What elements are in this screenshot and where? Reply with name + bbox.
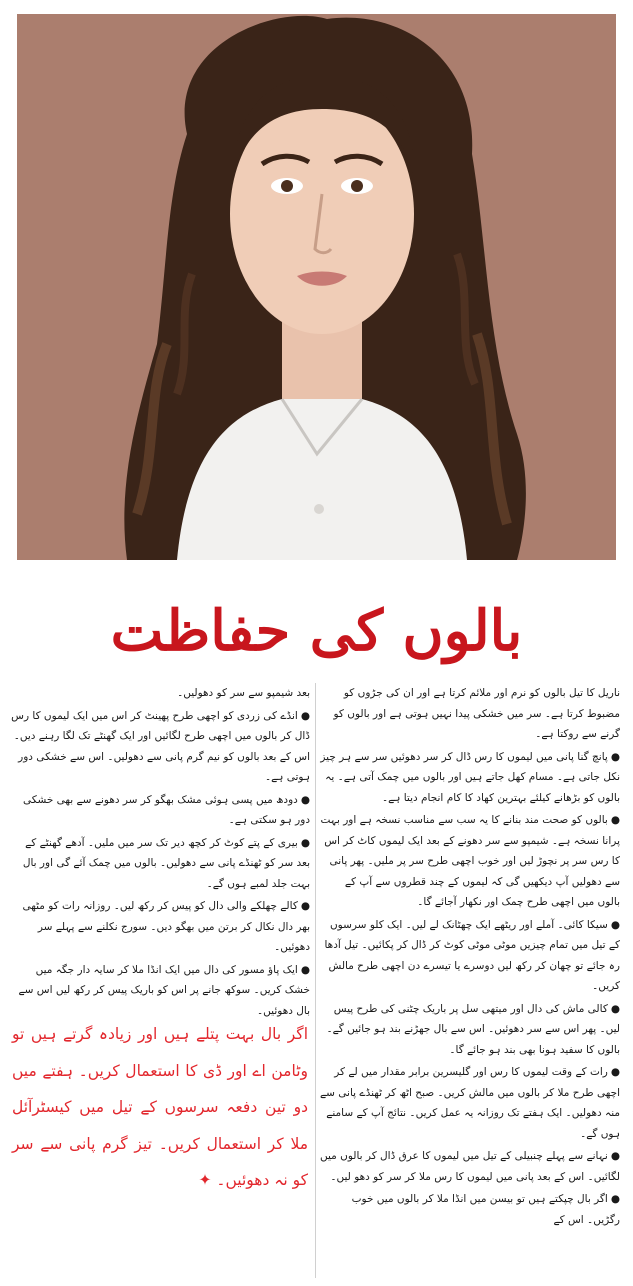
bullet-paragraph [320,810,620,913]
bullet-icon: ● [610,1066,620,1078]
bullet-paragraph [10,706,310,788]
highlight-callout [12,1016,308,1199]
right-column [320,683,620,1232]
column-divider [315,683,316,1278]
bullet-paragraph [10,790,310,831]
paragraph-text: انڈے کی زردی کو اچھی طرح پھینٹ کر اس میں ایک لیموں کا رس ڈال کر بالوں میں اچھی طرح لگائیں اور ایک گھنٹے تک لگا رہنے دیں۔ اس کے بعد بالوں کو نیم گرم پانی سے دھولیں۔ اس سے خشکی دور ہوتی ہے۔ [11,709,310,783]
bullet-icon: ● [300,963,310,976]
paragraph-text: رات کے وقت لیموں کا رس اور گلیسرین برابر مقدار میں لے کر اچھی طرح ملا کر بالوں میں مالش کریں۔ صبح اٹھ کر ٹھنڈے پانی سے منہ دھولیں۔ ایک ہفتے تک روزانہ یہ عمل کریں۔ نتائج آپ کے سامنے ہوں گے۔ [320,1066,620,1140]
bullet-icon: ● [300,793,310,806]
left-column [10,683,310,1023]
bullet-paragraph [320,747,620,809]
bullet-icon: ● [300,836,310,849]
paragraph [320,683,620,745]
bullet-icon: ● [610,1002,620,1015]
paragraph [10,683,310,704]
bullet-paragraph [320,999,620,1061]
bullet-paragraph [10,960,310,1022]
paragraph-text: دودھ میں پسی ہوئی مشک بھگو کر سر دھونے سے بھی خشکی دور ہو سکتی ہے۔ [22,793,310,826]
paragraph-text: بعد شیمپو سے سر کو دھولیں۔ [177,687,310,699]
bullet-icon: ● [610,1193,620,1205]
paragraph-text: نہانے سے پہلے چنبیلی کے تیل میں لیموں کا عرق ڈال کر بالوں میں لگائیں۔ اس کے بعد پانی میں لیموں کا رس ملا کر سر کو دھو لیں۔ [320,1150,620,1183]
bullet-paragraph [10,833,310,895]
bullet-icon: ● [300,709,310,722]
bullet-icon: ● [610,750,620,763]
bullet-paragraph [320,915,620,997]
bullet-icon: ● [300,900,310,912]
paragraph-text: بیری کے پتے کوٹ کر کچھ دیر تک سر میں ملیں۔ آدھے گھنٹے کے بعد سر کو ٹھنڈے پانی سے دھولیں۔ بالوں میں چمک آئے گی اور بال بہت جلد لمبے ہوں گے۔ [22,836,310,890]
end-mark-icon: ✦ [198,1171,212,1189]
article-headline: بالوں کی حفاظت [110,598,523,664]
bullet-paragraph [320,1189,620,1230]
paragraph-text: ایک پاؤ مسور کی دال میں ایک انڈا ملا کر سایہ دار جگہ میں خشک کریں۔ سوکھ جانے پر اس کو باریک پیس کر رکھ لیں اس سے بال دھوئیں۔ [18,963,310,1017]
paragraph-text: ناریل کا تیل بالوں کو نرم اور ملائم کرتا ہے اور ان کی جڑوں کو مضبوط کرتا ہے۔ سر میں خشکی پیدا نہیں ہوتی ہے اور بالوں کو گرنے سے روکتا ہے۔ [333,687,620,740]
bullet-paragraph [320,1146,620,1187]
paragraph-text: سیکا کائی۔ آملے اور ریٹھے ایک چھٹانک لے لیں۔ ایک کلو سرسوں کے تیل میں تمام چیزیں موٹی موٹی کوٹ کر ڈال کر پکائیں۔ تیل آدھا رہ جائے تو چھان کر رکھ لیں دوسرے یا تیسرے دن اچھی طرح مالش کریں۔ [324,918,620,992]
paragraph-text: کالی ماش کی دال اور میتھی سل پر باریک چٹنی کی طرح پیس لیں۔ پھر اس سے سر دھوئیں۔ اس سے بال جھڑنے بند ہو جائیں گے۔ بالوں کا سفید ہونا بھی بند ہو جائے گا۔ [326,1002,620,1056]
paragraph-text: پانچ گنا پانی میں لیموں کا رس ڈال کر سر دھوئیں سر سے ہر چیز نکل جاتی ہے۔ مسام کھل جاتے ہیں اور بالوں میں چمک آتی ہے۔ یہ بالوں کو بڑھانے کیلئے بہترین کھاد کا کام انجام دیتا ہے۔ [320,750,620,804]
portrait-illustration [17,14,616,560]
callout-text: اگر بال بہت پتلے ہیں اور زیادہ گرتے ہیں تو وٹامن اے اور ڈی کا استعمال کریں۔ ہفتے میں دو تین دفعہ سرسوں کے تیل میں کیسٹرآئل ملا کر استعمال کریں۔ تیز گرم پانی سے سر کو نہ دھوئیں۔ [12,1025,308,1189]
woman-portrait-image [17,14,616,560]
paragraph-text: کالے چھلکے والی دال کو پیس کر رکھ لیں۔ روزانہ رات کو مٹھی بھر دال نکال کر برتن میں بھگو دیں۔ سورج نکلنے سے پہلے سر دھوئیں۔ [22,900,310,953]
bullet-paragraph [320,1062,620,1144]
bullet-icon: ● [610,918,620,931]
bullet-icon: ● [610,814,620,826]
paragraph-text: بالوں کو صحت مند بنانے کا یہ سب سے مناسب نسخہ ہے اور بہت پرانا نسخہ ہے۔ شیمپو سے سر دھونے کے بعد ایک لیموں کاٹ کر اس کا رس سر پر نچوڑ لیں اور خوب اچھی طرح سر پر ملیں۔ پھر پانی سے دھولیں آپ دیکھیں گی کہ لیموں کے چند قطروں سے آپ کے بالوں میں اچھی طرح چمک اور نکھار آجائے گا۔ [320,814,620,908]
paragraph-text: اگر بال چپکتے ہیں تو بیسن میں انڈا ملا کر بالوں میں خوب رگڑیں۔ اس کے [351,1193,620,1226]
bullet-icon: ● [610,1150,620,1162]
bullet-paragraph [10,896,310,958]
